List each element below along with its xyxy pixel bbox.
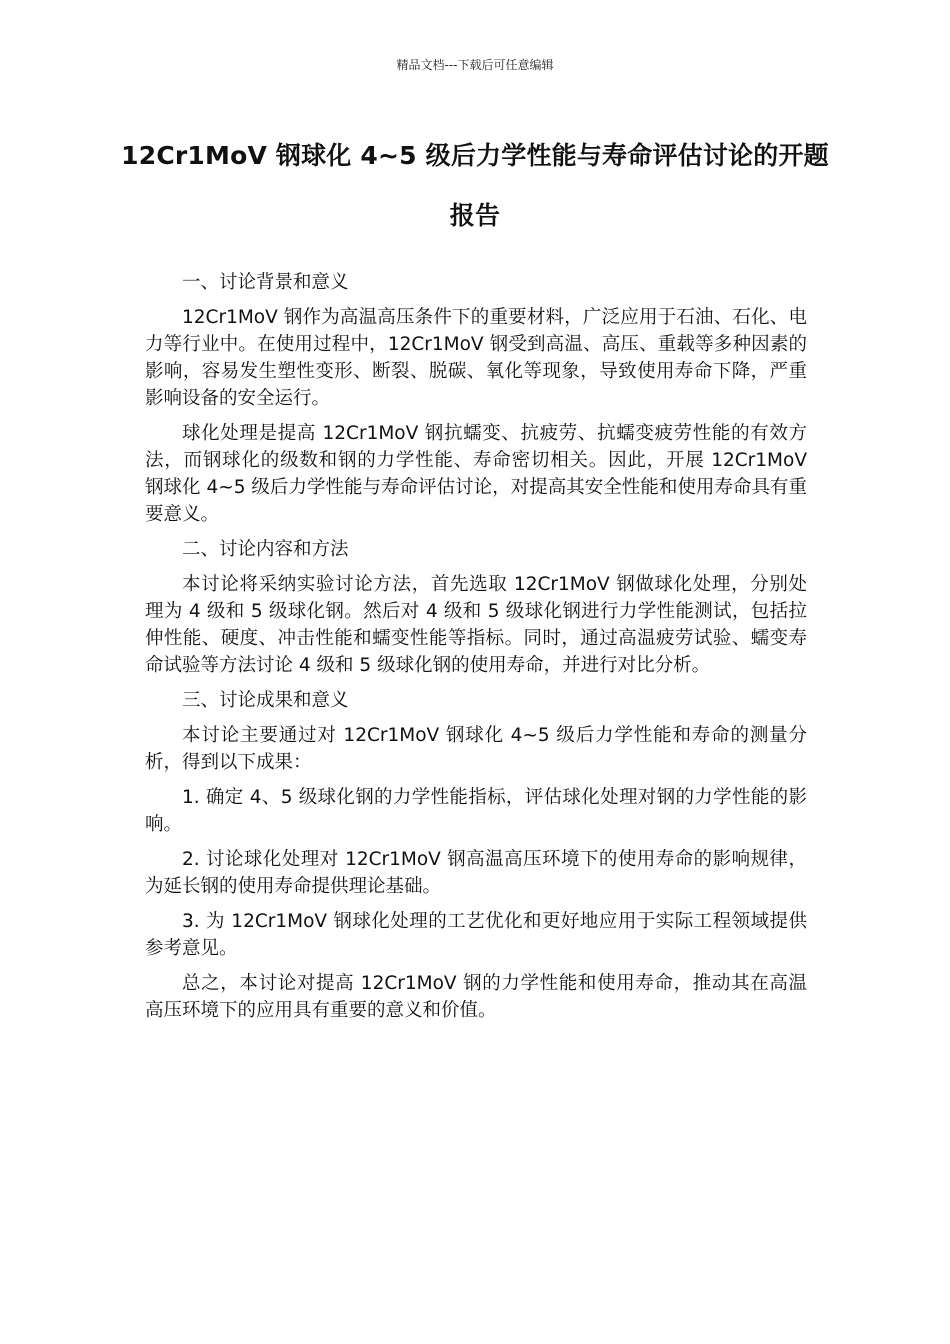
list-item: 2. 讨论球化处理对 12Cr1MoV 钢高温高压环境下的使用寿命的影响规律，为延长钢的使用寿命提供理论基础。 [145,849,807,897]
paragraph: 本讨论主要通过对 12Cr1MoV 钢球化 4~5 级后力学性能和寿命的测量分析，得到以下成果： [145,725,807,773]
paragraph: 12Cr1MoV 钢作为高温高压条件下的重要材料，广泛应用于石油、石化、电力等行业中。在使用过程中，12Cr1MoV 钢受到高温、高压、重载等多种因素的影响，容易发生塑性变形、断裂、脱碳、氧化等现象，导致使用寿命下降，严重影响设备的安全运行。 [145,307,807,409]
document-title: 12Cr1MoV 钢球化 4~5 级后力学性能与寿命评估讨论的开题报告 [121,141,829,230]
paragraph: 球化处理是提高 12Cr1MoV 钢抗蠕变、抗疲劳、抗蠕变疲劳性能的有效方法，而钢球化的级数和钢的力学性能、寿命密切相关。因此，开展 12Cr1MoV 钢球化 4~5 级后力学性能与寿命评估讨论，对提高其安全性能和使用寿命具有重要意义。 [145,423,807,525]
section-heading-results: 三、讨论成果和意义 [182,690,349,711]
paragraph-conclusion: 总之，本讨论对提高 12Cr1MoV 钢的力学性能和使用寿命，推动其在高温高压环境下的应用具有重要的意义和价值。 [145,973,807,1021]
list-item: 1. 确定 4、5 级球化钢的力学性能指标，评估球化处理对钢的力学性能的影响。 [145,787,807,835]
document-body [145,269,807,1032]
section-heading-background: 一、讨论背景和意义 [182,272,349,293]
page-header-watermark: 精品文档---下载后可任意编辑 [396,58,554,72]
list-item: 3. 为 12Cr1MoV 钢球化处理的工艺优化和更好地应用于实际工程领域提供参考意见。 [145,911,807,959]
paragraph: 本讨论将采纳实验讨论方法，首先选取 12Cr1MoV 钢做球化处理，分别处理为 4 级和 5 级球化钢。然后对 4 级和 5 级球化钢进行力学性能测试，包括拉伸性能、硬度、冲击性能和蠕变性能等指标。同时，通过高温疲劳试验、蠕变寿命试验等方法讨论 4 级和 5 级球化钢的使用寿命，并进行对比分析。 [145,574,807,676]
section-heading-methods: 二、讨论内容和方法 [182,539,349,560]
